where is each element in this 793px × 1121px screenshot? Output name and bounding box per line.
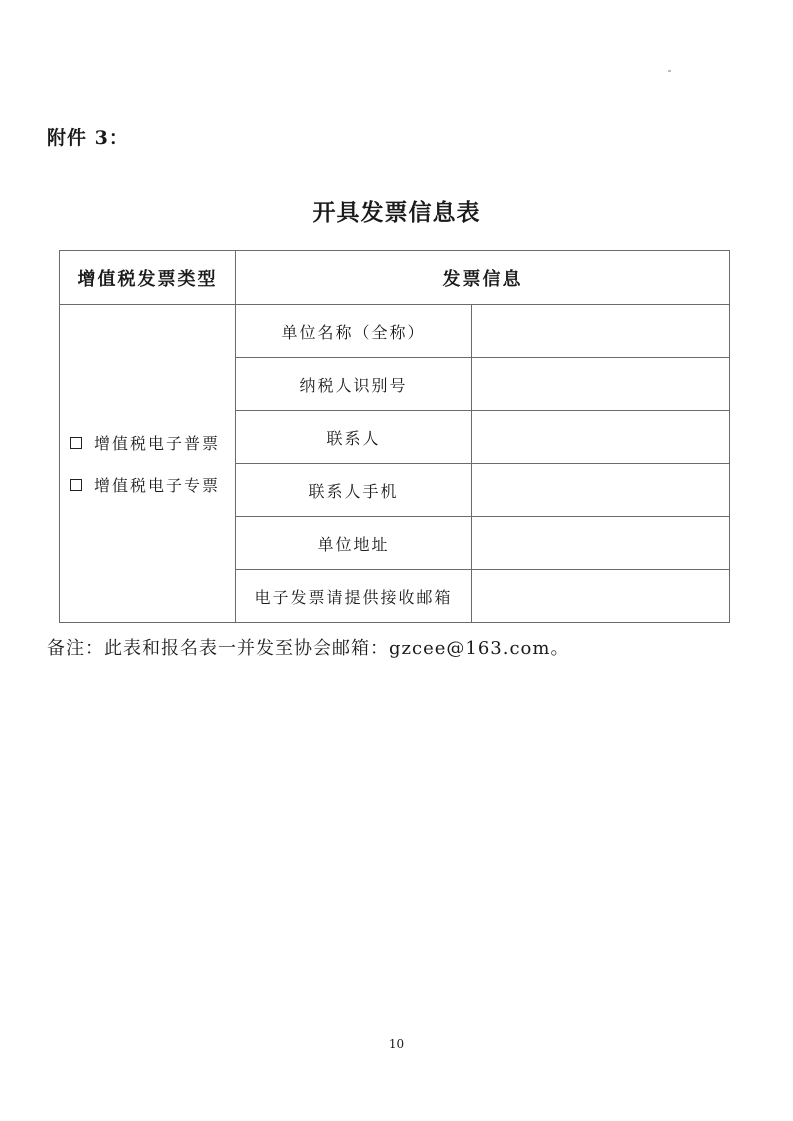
page-title: 开具发票信息表 <box>312 199 481 226</box>
table-header-row <box>60 251 730 305</box>
field-value-company-address[interactable] <box>472 517 730 570</box>
table-row <box>60 305 730 358</box>
invoice-info-table <box>59 250 730 623</box>
field-label-contact-phone: 联系人手机 <box>236 464 472 517</box>
invoice-type-options <box>60 422 235 506</box>
field-label-email: 电子发票请提供接收邮箱 <box>236 570 472 623</box>
invoice-type-cell <box>60 305 236 623</box>
invoice-type-option-special[interactable] <box>70 464 235 506</box>
header-invoice-info: 发票信息 <box>236 251 730 305</box>
invoice-type-option-general[interactable] <box>70 422 235 464</box>
field-value-email[interactable] <box>472 570 730 623</box>
field-value-contact-phone[interactable] <box>472 464 730 517</box>
invoice-type-label: 增值税电子专票 <box>94 476 221 495</box>
field-value-taxpayer-id[interactable] <box>472 358 730 411</box>
attachment-label: 附件 3： <box>47 127 129 149</box>
field-label-taxpayer-id: 纳税人识别号 <box>236 358 472 411</box>
header-invoice-type: 增值税发票类型 <box>60 251 236 305</box>
checkbox-icon[interactable] <box>70 479 82 491</box>
field-label-contact: 联系人 <box>236 411 472 464</box>
checkbox-icon[interactable] <box>70 437 82 449</box>
field-label-company-name: 单位名称（全称） <box>236 305 472 358</box>
field-value-company-name[interactable] <box>472 305 730 358</box>
field-label-company-address: 单位地址 <box>236 517 472 570</box>
field-value-contact[interactable] <box>472 411 730 464</box>
scan-speck <box>668 70 671 72</box>
invoice-type-label: 增值税电子普票 <box>94 434 221 453</box>
page-number: 10 <box>388 1037 405 1051</box>
footnote: 备注：此表和报名表一并发至协会邮箱：gzcee@163.com。 <box>47 638 570 659</box>
